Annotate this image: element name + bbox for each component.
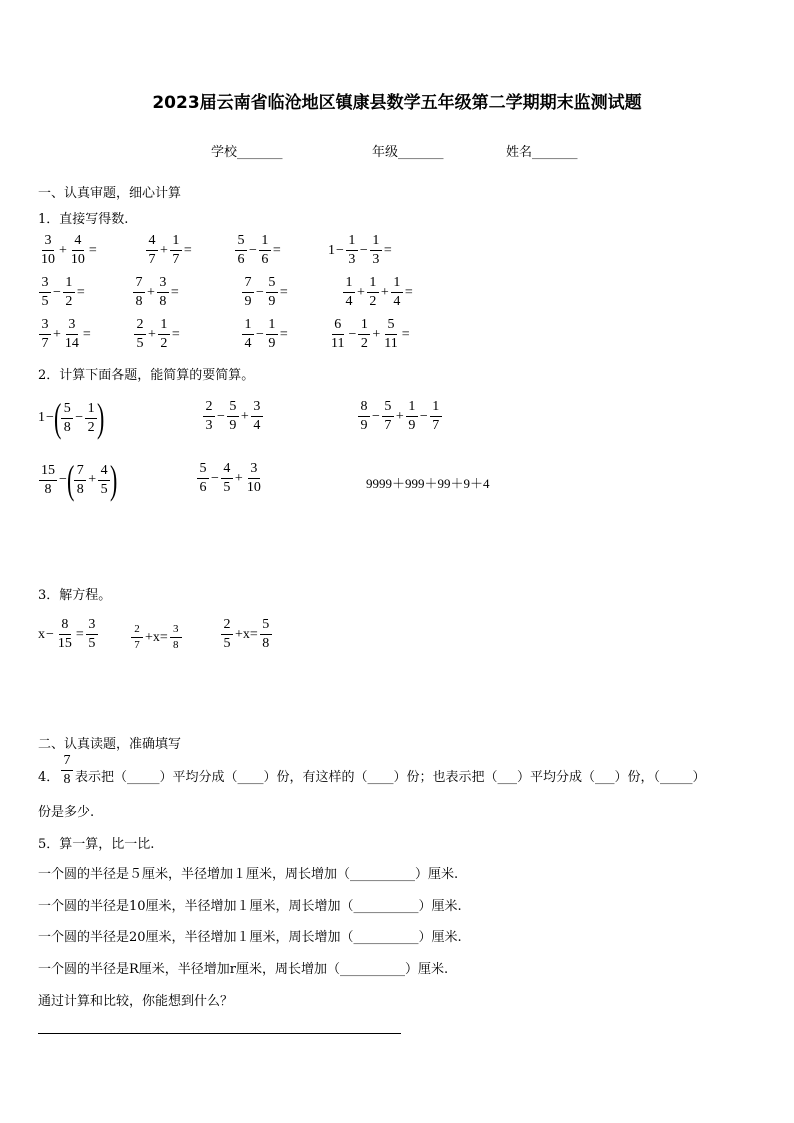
section1-heading: 一、认真审题，细心计算 bbox=[38, 186, 182, 201]
question-4-text: 表示把（_____）平均分成（____）份，有这样的（____）份；也表示把（___）平均分成（___）份，（_____） bbox=[75, 770, 706, 785]
q5-line-4: 一个圆的半径是R厘米，半径增加r厘米，周长增加（__________）厘米. bbox=[38, 962, 449, 977]
school-field: 学校_______ bbox=[211, 145, 283, 160]
q1-expr-8: $\frac{1}{4}$ + $\frac{1}{2}$ + $\frac{1}{4}$ = bbox=[342, 276, 414, 309]
q1-expr-12: $\frac{6}{11}$ − $\frac{1}{2}$ + $\frac{5}{11}$ = bbox=[331, 317, 410, 351]
q2-expr-2: $\frac{2}{3}$ − $\frac{5}{9}$ + $\frac{3}{4}$ bbox=[202, 400, 264, 433]
q1-expr-6: $\frac{7}{8}$ + $\frac{3}{8}$ = bbox=[132, 276, 180, 309]
q1-expr-1: $\frac{3}{10}$ + $\frac{4}{10}$ = bbox=[41, 233, 97, 267]
question-1: 1．直接写得数. bbox=[38, 212, 129, 227]
q1-expr-4: 1 − $\frac{1}{3}$ − $\frac{1}{3}$ = bbox=[328, 233, 392, 267]
q5-line-1: 一个圆的半径是５厘米，半径增加１厘米，周长增加（__________）厘米. bbox=[38, 867, 459, 882]
q2-expr-3: $\frac{8}{9}$ − $\frac{5}{7}$ + $\frac{1}{9}$ − $\frac{1}{7}$ bbox=[357, 400, 443, 433]
q2-expr-1: 1 − ( $\frac{5}{8}$ − $\frac{1}{2}$ ) bbox=[38, 395, 105, 440]
q1-expr-9: $\frac{3}{7}$ + $\frac{3}{14}$ = bbox=[38, 318, 92, 351]
q3-equation-2: $\frac{2}{7}$ +x= $\frac{3}{8}$ bbox=[130, 624, 183, 651]
q2-expr-6: 9999＋999＋99＋9＋4 bbox=[366, 476, 490, 491]
q3-equation-3: $\frac{2}{5}$ +x= $\frac{5}{8}$ bbox=[220, 618, 273, 651]
q5-question: 通过计算和比较，你能想到什么？ bbox=[38, 994, 234, 1009]
q5-line-3: 一个圆的半径是20厘米，半径增加１厘米，周长增加（__________）厘米. bbox=[38, 930, 462, 945]
q1-expr-10: $\frac{2}{5}$ + $\frac{1}{2}$ = bbox=[133, 318, 181, 351]
q4-fraction: $\frac{7}{8}$ bbox=[60, 754, 74, 787]
q1-expr-2: $\frac{4}{7}$ + $\frac{1}{7}$ = bbox=[145, 234, 193, 267]
name-field: 姓名_______ bbox=[506, 145, 578, 160]
q5-line-2: 一个圆的半径是10厘米，半径增加１厘米，周长增加（__________）厘米. bbox=[38, 899, 462, 914]
grade-field: 年级_______ bbox=[372, 145, 444, 160]
q1-expr-7: $\frac{7}{9}$ − $\frac{5}{9}$ = bbox=[241, 276, 289, 309]
question-2: 2．计算下面各题，能简算的要简算。 bbox=[38, 368, 255, 383]
q2-expr-5: $\frac{5}{6}$ − $\frac{4}{5}$ + $\frac{3}{10}$ bbox=[196, 462, 264, 495]
q2-expr-4: $\frac{15}{8}$ − ( $\frac{7}{8}$ + $\frac{4}{5}$ ) bbox=[41, 457, 118, 502]
q1-expr-3: $\frac{5}{6}$ − $\frac{1}{6}$ = bbox=[234, 234, 282, 267]
answer-line bbox=[38, 1033, 401, 1034]
q1-expr-11: $\frac{1}{4}$ − $\frac{1}{9}$ = bbox=[241, 318, 289, 351]
question-4-continued: 份是多少. bbox=[38, 805, 95, 820]
question-3: 3．解方程。 bbox=[38, 588, 112, 603]
question-4-number: 4． bbox=[38, 770, 60, 785]
section2-heading: 二、认真读题，准确填写 bbox=[38, 737, 182, 752]
question-5: 5．算一算，比一比. bbox=[38, 837, 155, 852]
q1-expr-5: $\frac{3}{5}$ − $\frac{1}{2}$ = bbox=[38, 276, 86, 309]
q3-equation-1: x − $\frac{8}{15}$ = $\frac{3}{5}$ bbox=[38, 618, 99, 651]
page-title: 2023届云南省临沧地区镇康县数学五年级第二学期期末监测试题 bbox=[152, 93, 642, 113]
